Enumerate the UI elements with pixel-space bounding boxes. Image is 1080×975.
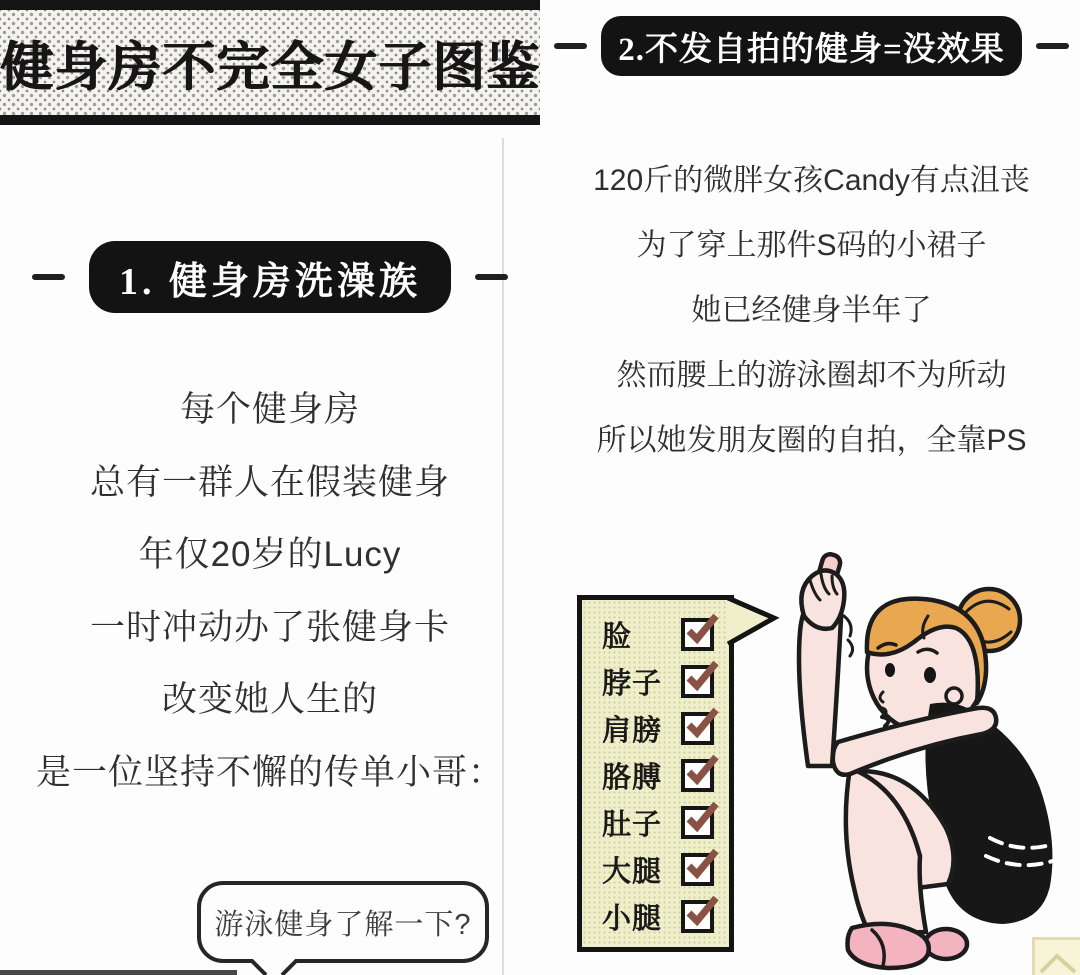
checkbox	[681, 665, 714, 698]
checklist-item-label: 小腿	[602, 903, 663, 935]
dash-ornament-icon	[1036, 43, 1069, 49]
list-item	[582, 799, 729, 846]
section-1-header	[0, 240, 540, 314]
story-line: 每个健身房	[179, 390, 360, 429]
checkmark-icon	[682, 703, 722, 743]
section-1-paragraph	[0, 374, 540, 810]
speech-bubble-text: 游泳健身了解一下?	[214, 908, 472, 941]
main-banner	[0, 0, 540, 125]
story-line: 总有一群人在假装健身	[89, 462, 450, 502]
section-1-badge: 1. 健身房洗澡族	[89, 241, 451, 313]
checklist-item-label: 脖子	[602, 668, 663, 700]
story-line: 年仅20岁的Lucy	[138, 535, 402, 575]
list-item	[582, 893, 729, 940]
story-line: 120斤的微胖女孩Candy有点沮丧	[593, 164, 1030, 197]
list-item	[582, 611, 729, 658]
next-panel-edge	[0, 970, 237, 975]
checkmark-icon	[682, 797, 722, 837]
list-item	[582, 705, 729, 752]
story-line: 所以她发朋友圈的自拍，全靠PS	[596, 424, 1027, 457]
section-2-header	[543, 14, 1080, 78]
story-line: 改变她人生的	[161, 680, 378, 720]
story-line: 为了穿上那件S码的小裙子	[636, 229, 987, 262]
selfie-girl-illustration	[720, 520, 1080, 975]
checklist-item-label: 肩膀	[602, 715, 663, 747]
story-line: 一时冲动办了张健身卡	[89, 607, 450, 647]
speech-bubble-tail	[238, 959, 308, 975]
checkmark-icon	[682, 656, 722, 696]
list-item	[582, 846, 729, 893]
checklist-item-label: 大腿	[602, 856, 663, 888]
checkbox	[681, 618, 714, 651]
list-item	[582, 752, 729, 799]
dash-ornament-icon	[475, 274, 508, 280]
story-line: 她已经健身半年了	[691, 294, 932, 327]
dash-ornament-icon	[554, 43, 587, 49]
checkmark-icon	[682, 609, 722, 649]
list-item	[582, 658, 729, 705]
speech-bubble	[197, 881, 489, 963]
checkbox	[681, 853, 714, 886]
checkbox	[681, 759, 714, 792]
next-panel-fragment	[1032, 937, 1080, 975]
next-panel-chevron-icon	[1035, 940, 1080, 975]
checkbox	[681, 806, 714, 839]
checkmark-icon	[682, 844, 722, 884]
checklist-item-label: 胳膊	[602, 762, 663, 794]
checkbox	[681, 712, 714, 745]
section-2-badge: 2.不发自拍的健身=没效果	[601, 16, 1022, 76]
checklist-item-label: 肚子	[602, 809, 663, 841]
checkmark-icon	[682, 891, 722, 931]
dash-ornament-icon	[32, 274, 65, 280]
checkbox	[681, 900, 714, 933]
story-line: 是一位坚持不懈的传单小哥：	[35, 752, 504, 792]
ps-checklist	[577, 595, 734, 952]
story-line: 然而腰上的游泳圈却不为所动	[616, 359, 1007, 392]
page-title: 健身房不完全女子图鉴	[0, 37, 540, 97]
checklist-item-label: 脸	[602, 621, 633, 653]
section-2-paragraph	[543, 148, 1080, 473]
checkmark-icon	[682, 750, 722, 790]
